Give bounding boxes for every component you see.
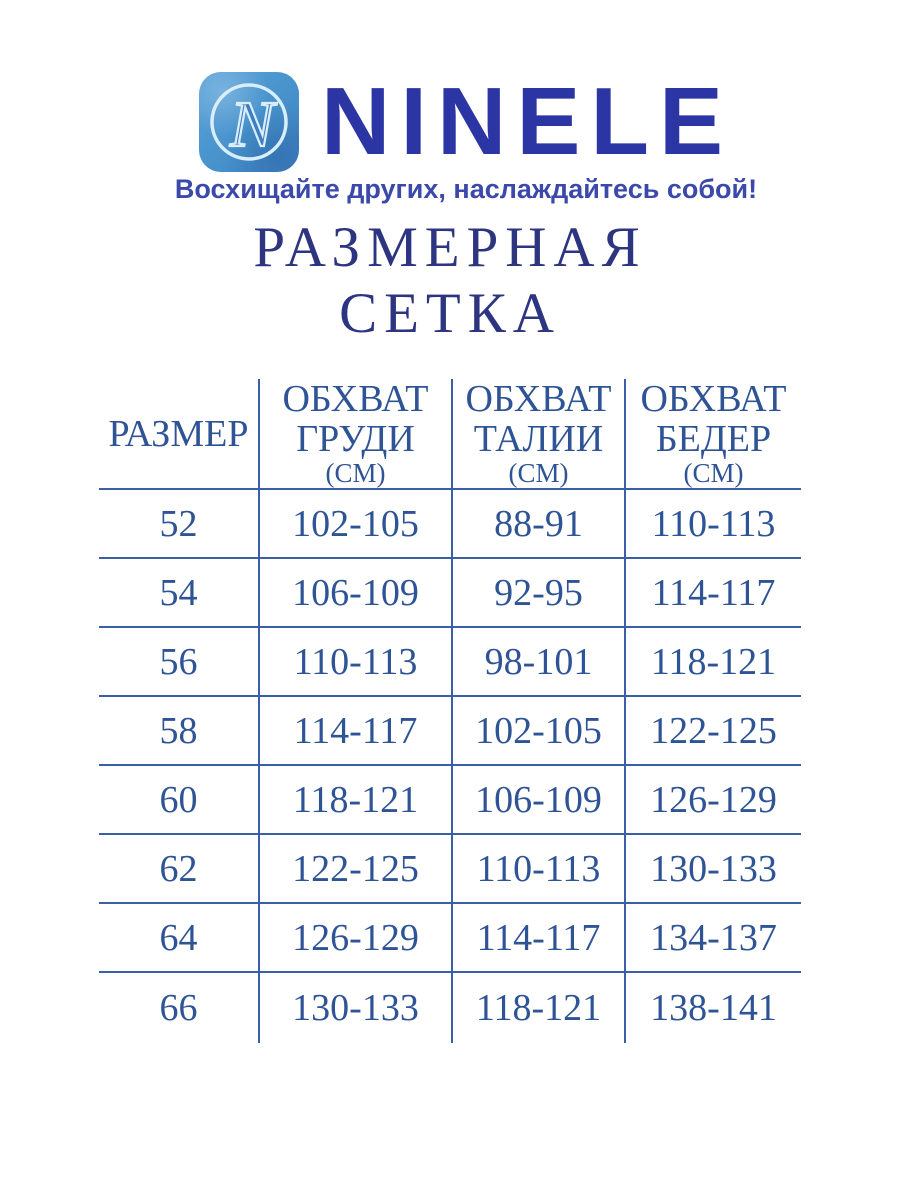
measurement-cell: 88-91 [452, 489, 625, 558]
size-table-body [99, 489, 801, 1043]
measurement-cell: 102-105 [452, 696, 625, 765]
logo-n-icon [199, 72, 299, 172]
measurement-cell: 122-125 [259, 834, 452, 903]
header-row [99, 379, 801, 489]
measurement-cell: 114-117 [625, 558, 801, 627]
measurement-cell: 134-137 [625, 903, 801, 972]
size-cell: 60 [159, 778, 198, 821]
size-cell: 52 [159, 502, 198, 545]
size-cell: 58 [159, 709, 198, 752]
measurement-cell: 130-133 [259, 972, 452, 1043]
measurement-cell: 98-101 [452, 627, 625, 696]
measurement-cell: 118-121 [452, 972, 625, 1043]
measurement-cell: 126-129 [625, 765, 801, 834]
size-cell: 66 [159, 987, 198, 1029]
page-title-line2: СЕТКА [339, 282, 561, 345]
table-row [99, 558, 801, 627]
measurement-cell: 110-113 [259, 627, 452, 696]
brand-wordmark: NINELE [320, 68, 734, 175]
table-row [99, 696, 801, 765]
measurement-cell: 118-121 [625, 627, 801, 696]
column-header-size: РАЗМЕР [108, 412, 249, 455]
size-cell: 56 [159, 640, 198, 683]
column-header-waist: ОБХВАТ ТАЛИИ (СМ) [452, 379, 625, 489]
measurement-cell: 114-117 [259, 696, 452, 765]
table-row [99, 627, 801, 696]
measurement-cell: 138-141 [625, 972, 801, 1043]
measurement-cell: 102-105 [259, 489, 452, 558]
logo-row [16, 68, 900, 175]
measurement-cell: 92-95 [452, 558, 625, 627]
table-row [99, 834, 801, 903]
measurement-cell: 110-113 [452, 834, 625, 903]
size-table-header [99, 379, 801, 489]
table-row [99, 489, 801, 558]
measurement-cell: 130-133 [625, 834, 801, 903]
size-cell: 64 [159, 916, 198, 959]
table-row [99, 765, 801, 834]
measurement-cell: 126-129 [259, 903, 452, 972]
measurement-cell: 122-125 [625, 696, 801, 765]
page-title-line1: РАЗМЕРНАЯ [253, 216, 647, 279]
table-row [99, 903, 801, 972]
measurement-cell: 118-121 [259, 765, 452, 834]
size-cell: 62 [159, 847, 198, 890]
table-row [99, 972, 801, 1043]
measurement-cell: 110-113 [625, 489, 801, 558]
column-header-hips: ОБХВАТ БЕДЕР (СМ) [625, 379, 801, 489]
svg-text:N: N [229, 88, 274, 161]
size-cell: 54 [159, 571, 198, 614]
size-table [99, 379, 801, 1043]
brand-header [16, 68, 900, 205]
brand-tagline: Восхищайте других, наслаждайтесь собой! [174, 174, 758, 204]
measurement-cell: 114-117 [452, 903, 625, 972]
page-title [0, 215, 900, 347]
measurement-cell: 106-109 [452, 765, 625, 834]
brand-logo-icon [199, 72, 299, 172]
measurement-cell: 106-109 [259, 558, 452, 627]
column-header-chest: ОБХВАТ ГРУДИ (СМ) [259, 379, 452, 489]
